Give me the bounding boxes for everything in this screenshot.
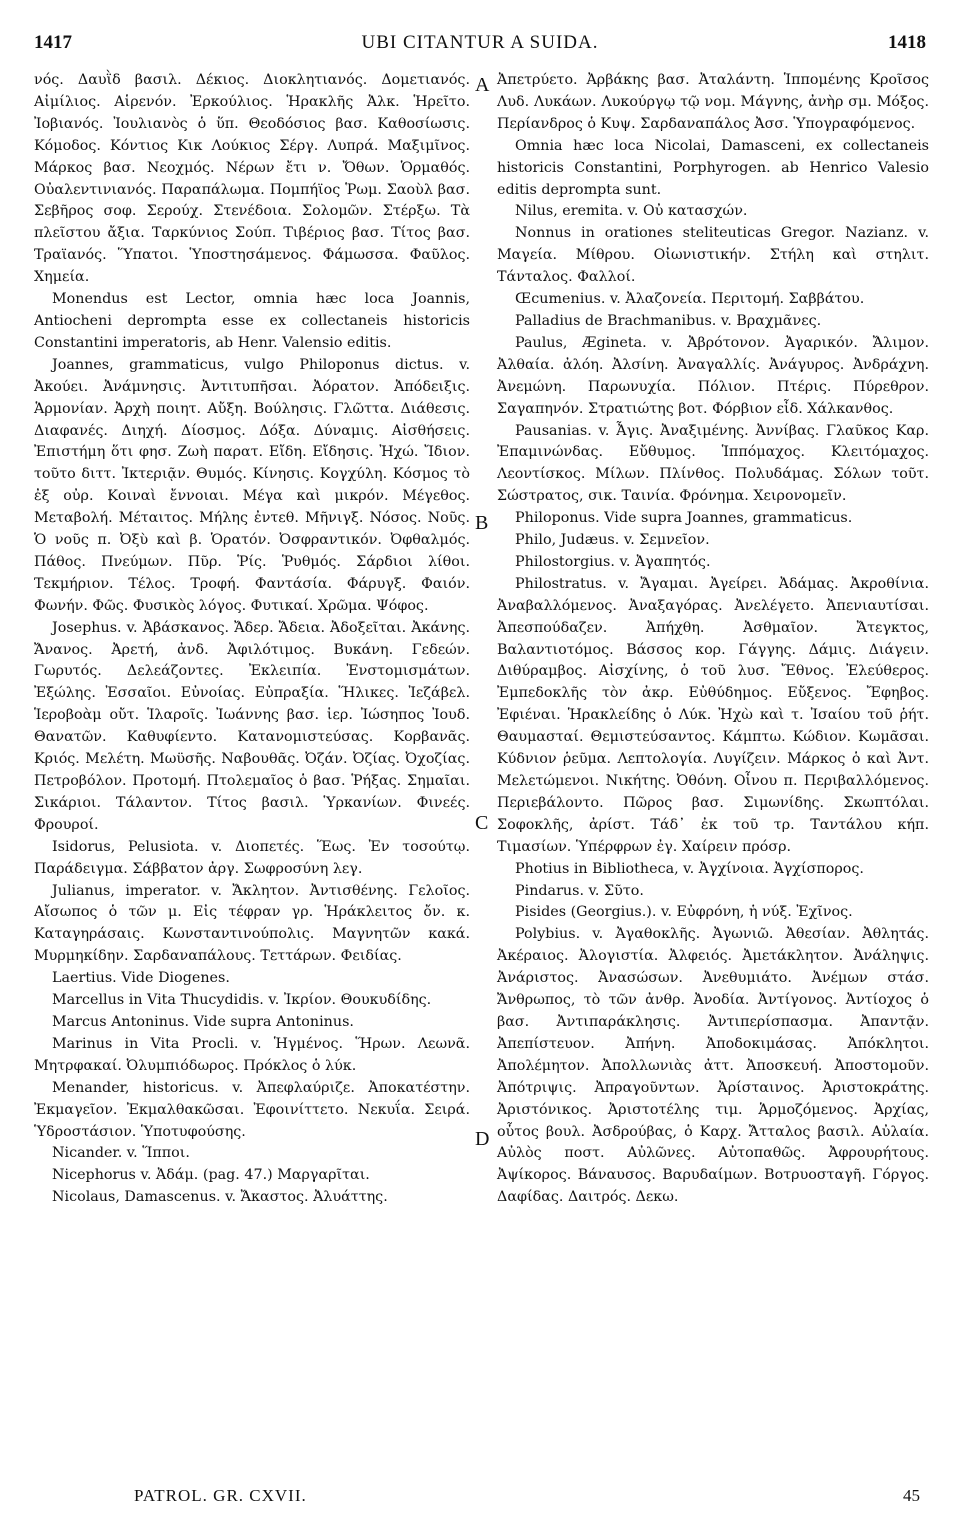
- running-title: UBI CITANTUR A SUIDA.: [361, 32, 599, 53]
- index-entry: Palladius de Brachmanibus. v. Βραχμᾶνες.: [515, 312, 822, 329]
- index-entry: Ἀπετρύετο. Ἀρβάκης βασ. Ἀταλάντη. Ἱππομένης Κροῖσος Λυδ. Λυκάων. Λυκούργῳ τῷ νομ. Μάγνης, ἀνὴρ σμ. Μόξος. Περίανδρος ὁ Κυψ. Σαρδαναπάλος Ἀσσ. Ὑπογραφόμενος.: [497, 72, 929, 132]
- right-page-number: 1418: [888, 32, 926, 53]
- index-entry: Philostratus. v. Ἄγαμαι. Ἀγείρει. Ἀδάμας. Ἀκροθίνια. Ἀναβαλλόμενος. Ἀναξαγόρας. Ἀνελέγετο. Ἀπενιαυτίσαι. Ἀπεσπούδαζεν. Ἀπήχθη. Ἀσθμαῖον. Ἄτεγκτος, Βαλαντιοτόμος. Βάσσος κορ. Γάγγης. Δάμις. Διάγειν. Διθύραμβος. Αἰσχίνης, ὁ τοῦ λυσ. Ἔθνος. Ἐλεύθερος. Ἐμπεδοκλῆς τὸν ἀκρ. Εὐθύδημος. Εὔξενος. Ἔφηβος. Ἐφιέναι. Ἡρακλείδης ὁ Λύκ. Ἠχὼ καὶ τ. Ἰσαίου τοῦ ῥήτ. Θαυμασταί. Θεμιστεύσαντος. Κάμπτω. Κώδιον. Κωμᾶσαι. Κύδνιον ῥεῦμα. Λεπτολογία. Λυγίζειν. Μάρκος ὁ καὶ Ἀντ. Μελετώμενοι. Νικήτης. Ὀθόνη. Οἶνου π. Περιβαλλόμενος. Περιεβάλοντο. Πῶρος βασ. Σιμωνίδης. Σκωπτόλαι. Σοφοκλῆς, ἀρίστ. Τάδ᾽ ἐκ τοῦ τρ. Ταντάλου κήπ. Τιμασίων. Ὑπέρφρων ἐγ. Χαίρειν πρόσρ.: [497, 575, 929, 855]
- index-entry: Laertius. Vide Diogenes.: [52, 970, 230, 987]
- page-footer: [34, 1486, 926, 1514]
- index-entry: Nilus, eremita. v. Οὐ κατασχών.: [515, 203, 748, 220]
- index-entry: Nicander. v. Ἵπποι.: [52, 1145, 190, 1162]
- margin-letter-d: D: [475, 1128, 490, 1150]
- index-entry: Pisides (Georgius.). v. Εὐφρόνη, ἡ νύξ. Ἐχῖνος.: [515, 904, 853, 921]
- index-entry: Paulus, Ægineta. v. Ἀβρότονον. Ἀγαρικόν. Ἄλιμον. Ἀλθαία. ἀλόη. Ἀλσίνη. Ἀναγαλλίς. Ἀνάγυρος. Ἀνδράχνη. Ἀνεμώνη. Παρωνυχία. Πόλιον. Πτέρις. Πύρεθρον. Σαγαπηνόν. Στρατιώτης βοτ. Φόρβιον εἶδ. Χάλκανθος.: [497, 334, 929, 417]
- index-entry: Nonnus in orationes steliteuticas Gregor. Nazianz. v. Μαγεία. Μίθρου. Οἰωνιστικήν. Στήλη καὶ στηλιτ. Τάνταλος. Φαλλοί.: [497, 225, 929, 286]
- footer-signature: 45: [903, 1486, 920, 1505]
- index-entry: Marcellus in Vita Thucydidis. v. Ἰκρίον. Θουκυδίδης.: [52, 992, 432, 1009]
- left-column: [34, 70, 470, 1209]
- index-entry: Polybius. v. Ἀγαθοκλῆς. Ἀγωνιῶ. Ἀθεσίαν. Ἀθλητάς. Ἀκέραιος. Ἀλογιστία. Ἀλφειός. Ἀμετάκλητον. Ἀνάληψις. Ἀνάριστος. Ἀνασώσων. Ἀνεθυμιάτο. Ἀνέμων στάσ. Ἄνθρωπος, τὸ τῶν ἀνθρ. Ἀνοδία. Ἀντίγονος. Ἀντίοχος ὁ βασ. Ἀντιπαράκλησις. Ἀντιπερίσπασμα. Ἀπαντᾷν. Ἀπεπίστευον. Ἀπήνη. Ἀποδοκιμάσας. Ἀπόκλητοι. Ἀπολέμητον. Ἀπολλωνιὰς ἀττ. Ἀποσκευή. Ἀποστομοῦν. Ἀπότριψις. Ἀπραγοῦντων. Ἀρίσταινος. Ἀριστοκράτης. Ἀριστόνικος. Ἀριστοτέλης τιμ. Ἁρμοζόμενος. Ἀρχίας, οὗτος βουλ. Ἀσδρούβας, ὁ Καρχ. Ἄτταλος βασιλ. Αὐλαία. Αὐλὸς ποστ. Αὐλῶνες. Αὐτοπαθῶς. Ἀφρουρήτους. Ἀψίκορος. Βάναυσος. Βαρυδαίμων. Βοτρυοσταγῆ. Γόργος. Δαφίδας. Δαιτρός. Δεκω.: [497, 926, 929, 1206]
- index-entry: Pindarus. v. Σῦτο.: [515, 882, 644, 899]
- index-entry: Œcumenius. v. Ἀλαζονεία. Περιτομή. Σαββάτου.: [515, 291, 865, 308]
- index-entry: Isidorus, Pelusiota. v. Διοπετές. Ἕως. Ἐν τοσούτῳ. Παράδειγμα. Σάββατον ἀργ. Σωφροσύνη λεγ.: [34, 838, 470, 877]
- index-entry: Monendus est Lector, omnia hæc loca Joannis, Antiocheni deprompta esse ex collectaneis historicis Constantini imperatoris, ab Henr. Valensio editis.: [34, 291, 470, 351]
- index-entry: Josephus. v. Ἀβάσκανος. Ἄδερ. Ἄδεια. Ἀδοξεῖται. Ἀκάνης. Ἄνανος. Ἀρετή, ἀνδ. Ἀφιλότιμος. Βυκάνη. Γεδεών. Γωρυτός. Δελεάζοντες. Ἐκλειπία. Ἐνστομισμάτων. Ἐξώλης. Ἐσσαῖοι. Εὐνοίας. Εὐπραξία. Ἥλικες. Ἰεζάβελ. Ἱεροβοὰμ οὔτ. Ἱλαροῖς. Ἰωάννης βασ. ἱερ. Ἰώσηπος Ἰουδ. Θανατῶν. Καθυφίεντο. Κατανομιστεύσας. Κορβανᾶς. Κριός. Μελέτη. Μωϋσῆς. Ναβουθᾶς. Ὀζάν. Ὀζίας. Ὀχοζίας. Πετροβόλον. Προτομή. Πτολεμαῖος ὁ βασ. Ῥήξας. Σημαῖαι. Σικάριοι. Τάλαντον. Τίτος βασιλ. Ὑρκανίων. Φινεές. Φρουροί.: [34, 619, 470, 833]
- page-header: [34, 32, 926, 60]
- footer-volume: PATROL. GR. CXVII.: [134, 1486, 307, 1505]
- index-entry: Omnia hæc loca Nicolai, Damasceni, ex collectaneis historicis Constantini, Porphyrogen. ab Henrico Valesio editis deprompta sunt.: [497, 137, 929, 198]
- index-entry: Julianus, imperator. v. Ἄκλητον. Ἀντισθένης. Γελοῖος. Αἴσωπος ὁ τῶν μ. Εἰς τέφραν γρ. Ἡράκλειτος ὄν. κ. Καταγηράσαις. Κωνσταντινούπολις. Μαγνητῶν κακά. Μυρμηκίδην. Σαρδαναπάλους. Τεττάρων. Φειδίας.: [34, 882, 470, 965]
- index-entry: Menander, historicus. v. Ἀπεφλαύριζε. Ἀποκατέστην. Ἐκμαγεῖον. Ἐκμαλθακῶσαι. Ἐφοινίττετο. Νεκυΐα. Σειρά. Ὑδροστάσιον. Ὑποτυφούσης.: [34, 1079, 470, 1140]
- margin-letter-a: A: [475, 74, 490, 96]
- index-entry: Philoponus. Vide supra Joannes, grammaticus.: [515, 510, 853, 527]
- index-entry: Philostorgius. v. Ἀγαπητός.: [515, 553, 711, 570]
- margin-letter-b: B: [475, 512, 489, 534]
- index-entry: Marcus Antoninus. Vide supra Antoninus.: [52, 1013, 354, 1030]
- right-column: [497, 70, 929, 1209]
- index-entry: Marinus in Vita Procli. v. Ἡγμένος. Ἥρων. Λεωνᾶ. Μητρφακαί. Ὀλυμπιόδωρος. Πρόκλος ὁ λύκ.: [34, 1035, 470, 1074]
- index-entry: Philo, Judæus. v. Σεμνεῖον.: [515, 532, 710, 549]
- index-entry: Joannes, grammaticus, vulgo Philoponus dictus. v. Ἀκούει. Ἀνάμνησις. Ἀντιτυπῆσαι. Ἀόρατον. Ἀπόδειξις. Ἁρμονίαν. Ἀρχὴ ποιητ. Αὔξη. Βούλησις. Γλῶττα. Διάθεσις. Διαφανές. Διηχή. Δίοσμος. Δόξα. Δύναμις. Αἰσθήσεις. Ἐπιστήμη ὅτι φησ. Ζωὴ παρατ. Εἴδη. Εἴδησις. Ἠχώ. Ἴδιον. τοῦτο διττ. Ἰκτεριᾷν. Θυμός. Κίνησις. Κογχύλη. Κόσμος τὸ ἐξ οὐρ. Κοιναὶ ἔννοιαι. Μέγα καὶ μικρόν. Μέγεθος. Μεταβολή. Μέταιτος. Μήλης ἐντεθ. Μῆνιγξ. Νόσος. Νοῦς. Ὁ νοῦς π. Ὀξὺ καὶ β. Ὁρατόν. Ὀσφραντικόν. Ὀφθαλμός. Πάθος. Πνεύμων. Πῦρ. Ῥίς. Ῥυθμός. Σάρδιοι λίθοι. Τεκμήριον. Τέλος. Τροφή. Φαντάσία. Φάρυγξ. Φαιόν. Φωνήν. Φῶς. Φυσικὸς λόγος. Φυτικαί. Χρῶμα. Ψόφος.: [34, 356, 470, 614]
- left-page-number: 1417: [34, 32, 72, 53]
- index-entry: Nicolaus, Damascenus. v. Ἄκαστος. Ἀλυάττης.: [52, 1189, 388, 1206]
- index-entry: Pausanias. v. Ἆγις. Ἀναξιμένης. Ἀννίβας. Γλαῦκος Καρ. Ἐπαμινώνδας. Εὔθυμος. Ἱππόμαχος. Κλειτόμαχος. Λεοντίσκος. Μίλων. Πλίνθος. Πολυδάμας. Σόλων τοῦτ. Σώστρατος, σικ. Ταινία. Φρόνημα. Χειρονομεῖν.: [497, 422, 929, 505]
- index-entry: νός. Δαυῒδ βασιλ. Δέκιος. Διοκλητιανός. Δομετιανός. Αἰμίλιος. Αἱρενόν. Ἐρκούλιος. Ἡρακλῆς Ἀλκ. Ἡρεῖτο. Ἰοβιανός. Ἰουλιανὸς ὁ ὕπ. Θεοδόσιος βασ. Καθοσίωσις. Κόμοδος. Κόντιος Κικ Λούκιος Σέργ. Λυπρά. Μαξιμῖνος. Μάρκος βασ. Νεοχμός. Νέρων ἔτι ν. Ὄθων. Ὁρμαθός. Οὐαλεντινιανός. Παραπάλωμα. Πομπήϊος Ῥωμ. Σαοὺλ βασ. Σεβῆρος σοφ. Σερούχ. Στενέδοια. Σολομῶν. Στέρξω. Τὰ πλεῖστου ἄξια. Ταρκύνιος Σούπ. Τιβέριος βασ. Τίτος βασ. Τραϊανός. Ὕπατοι. Ὑποστησάμενος. Φάμωσσα. Φαῦλος. Χημεία.: [34, 72, 470, 286]
- margin-letter-c: C: [475, 812, 489, 834]
- index-entry: Photius in Bibliotheca, v. Ἀγχίνοια. Ἀγχίσπορος.: [515, 860, 864, 877]
- index-entry: Nicephorus v. Ἀδάμ. (pag. 47.) Μαργαρῖται.: [52, 1167, 370, 1184]
